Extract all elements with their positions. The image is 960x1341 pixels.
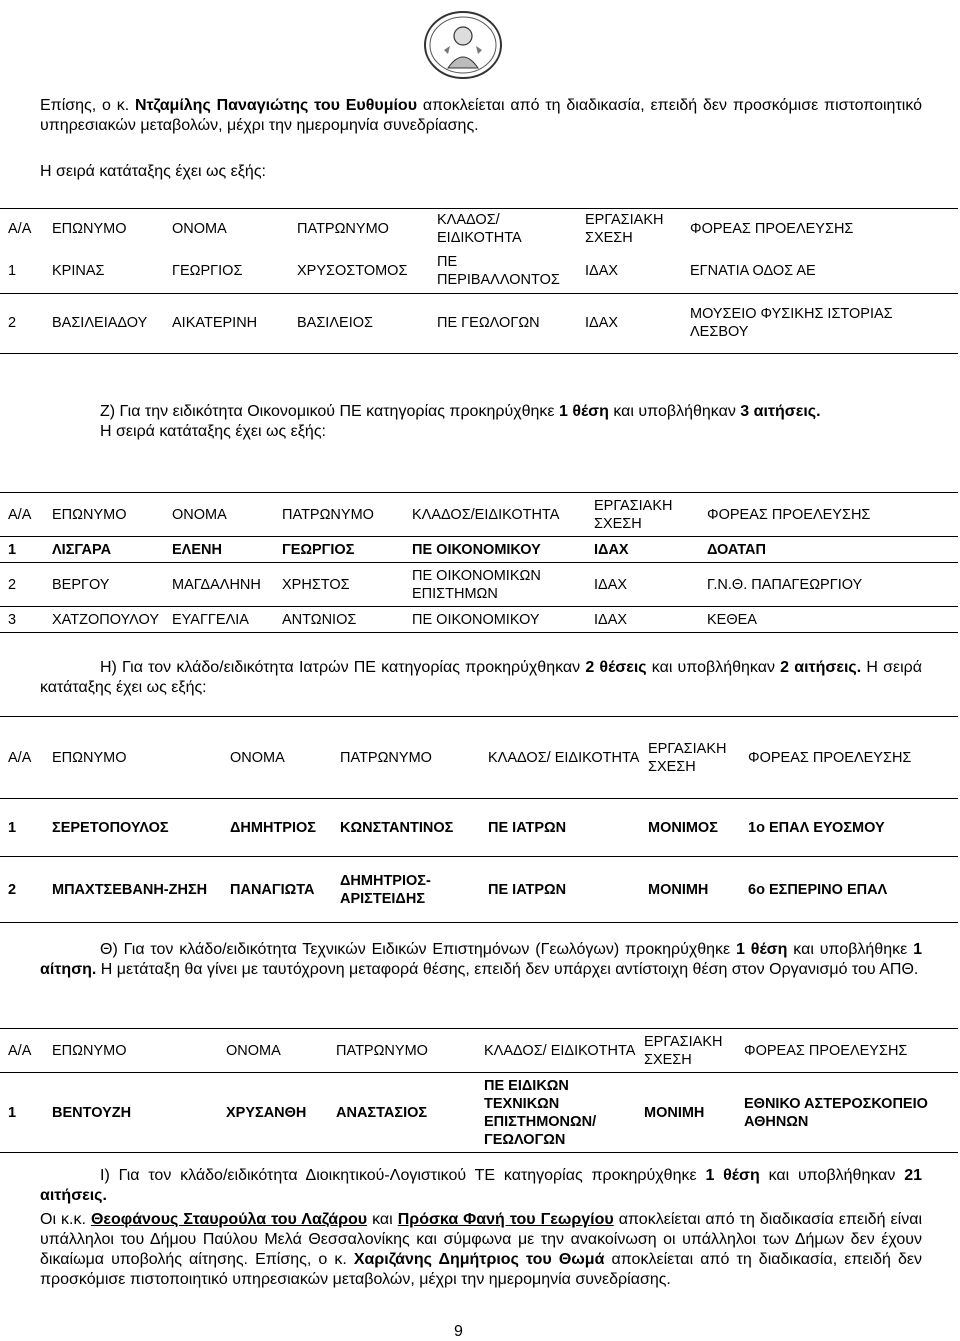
excluded-name: Ντζαμίλης Παναγιώτης του Ευθυμίου: [134, 97, 418, 114]
cell: 6ο ΕΣΠΕΡΙΝΟ ΕΠΑΛ: [744, 857, 958, 923]
positions-count: 2 θέσεις: [585, 659, 647, 676]
cell: ΜΠΑΧΤΣΕΒΑΝΗ-ΖΗΣΗ: [48, 857, 226, 923]
cell: ΙΔΑΧ: [581, 249, 686, 293]
cell: ΠΕ ΟΙΚΟΝΟΜΙΚΟΥ: [408, 537, 590, 563]
positions-count: 1 θέση: [736, 941, 788, 958]
text: Επίσης, ο κ.: [40, 97, 135, 114]
cell: ΜΟΝΙΜΟΣ: [644, 799, 744, 857]
cell: ΕΛΕΝΗ: [168, 537, 278, 563]
table-header-row: [0, 1029, 958, 1073]
applications-count: 1 αίτηση.: [40, 941, 923, 978]
header-cell: ΟΝΟΜΑ: [226, 717, 336, 799]
cell: ΔΗΜΗΤΡΙΟΣ: [226, 799, 336, 857]
header-cell: Α/Α: [0, 1029, 48, 1073]
applications-count: 3 αιτήσεις.: [740, 403, 821, 420]
excluded-name: Πρόσκα Φανή του Γεωργίου: [397, 1211, 614, 1228]
text: και υποβλήθηκαν: [646, 659, 781, 676]
text: και υποβλήθηκαν: [608, 403, 741, 420]
header-cell: ΠΑΤΡΩΝΥΜΟ: [278, 493, 408, 537]
cell: ΜΑΓΔΑΛΗΝΗ: [168, 563, 278, 607]
cell: ΛΙΣΓΑΡΑ: [48, 537, 168, 563]
ranking-table-2: [0, 492, 958, 633]
ranking-table-1: [0, 208, 958, 354]
header-cell: Α/Α: [0, 717, 48, 799]
table-header-row: [0, 209, 958, 250]
header-cell: ΟΝΟΜΑ: [168, 209, 293, 250]
cell: ΙΔΑΧ: [590, 607, 703, 633]
header-cell: ΟΝΟΜΑ: [168, 493, 278, 537]
header-cell: ΕΡΓΑΣΙΑΚΗ ΣΧΕΣΗ: [644, 717, 744, 799]
cell: ΒΕΡΓΟΥ: [48, 563, 168, 607]
cell: ΒΑΣΙΛΕΙΟΣ: [293, 293, 433, 353]
cell: ΙΔΑΧ: [590, 563, 703, 607]
header-cell: ΚΛΑΔΟΣ/ΕΙΔΙΚΟΤΗΤΑ: [408, 493, 590, 537]
cell: 1ο ΕΠΑΛ ΕΥΟΣΜΟΥ: [744, 799, 958, 857]
ranking-table-3: [0, 716, 958, 923]
cell: ΚΡΙΝΑΣ: [48, 249, 168, 293]
text: Η) Για τον κλάδο/ειδικότητα Ιατρών ΠΕ κατηγορίας προκηρύχθηκαν: [100, 659, 586, 676]
applications-count: 21 αιτήσεις.: [40, 1167, 923, 1204]
cell: ΓΕΩΡΓΙΟΣ: [168, 249, 293, 293]
cell: ΑΝΤΩΝΙΟΣ: [278, 607, 408, 633]
cell: ΑΙΚΑΤΕΡΙΝΗ: [168, 293, 293, 353]
cell: ΕΥΑΓΓΕΛΙΑ: [168, 607, 278, 633]
cell: 1: [0, 799, 48, 857]
cell: ΕΘΝΙΚΟ ΑΣΤΕΡΟΣΚΟΠΕΙΟ ΑΘΗΝΩΝ: [740, 1073, 958, 1153]
applications-count: 2 αιτήσεις.: [780, 659, 862, 676]
cell: ΕΓΝΑΤΙΑ ΟΔΟΣ ΑΕ: [686, 249, 958, 293]
cell: ΜΟΝΙΜΗ: [640, 1073, 740, 1153]
text: και υποβλήθηκαν: [759, 1167, 905, 1184]
header-cell: ΠΑΤΡΩΝΥΜΟ: [293, 209, 433, 250]
header-cell: Α/Α: [0, 209, 48, 250]
section-h-paragraph: [40, 658, 922, 698]
cell: ΒΕΝΤΟΥΖΗ: [48, 1073, 222, 1153]
cell: ΠΕ ΟΙΚΟΝΟΜΙΚΟΥ: [408, 607, 590, 633]
cell: ΚΩΝΣΤΑΝΤΙΝΟΣ: [336, 799, 484, 857]
text: και υποβλήθηκε: [787, 941, 914, 958]
text: αποκλείεται από τη διαδικασία, επειδή δεν προσκόμισε πιστοποιητικό υπηρεσιακών μεταβολών, μέχρι την ημερομηνία συνεδρίασης.: [40, 1251, 923, 1288]
cell: 1: [0, 537, 48, 563]
cell: ΜΟΝΙΜΗ: [644, 857, 744, 923]
table-row: [0, 1073, 958, 1153]
table-row: [0, 563, 958, 607]
cell: 2: [0, 293, 48, 353]
table-row: [0, 857, 958, 923]
header-cell: ΚΛΑΔΟΣ/ ΕΙΔΙΚΟΤΗΤΑ: [433, 209, 581, 250]
section-th-paragraph: [40, 940, 922, 980]
header-cell: ΦΟΡΕΑΣ ΠΡΟΕΛΕΥΣΗΣ: [686, 209, 958, 250]
cell: ΠΕ ΟΙΚΟΝΟΜΙΚΩΝ ΕΠΙΣΤΗΜΩΝ: [408, 563, 590, 607]
cell: ΠΕ ΠΕΡΙΒΑΛΛΟΝΤΟΣ: [433, 249, 581, 293]
header-cell: ΚΛΑΔΟΣ/ ΕΙΔΙΚΟΤΗΤΑ: [484, 717, 644, 799]
text: και: [367, 1211, 398, 1228]
table-row: [0, 799, 958, 857]
header-cell: ΦΟΡΕΑΣ ΠΡΟΕΛΕΥΣΗΣ: [703, 493, 958, 537]
cell: ΠΕ ΕΙΔΙΚΩΝ ΤΕΧΝΙΚΩΝ ΕΠΙΣΤΗΜΟΝΩΝ/ ΓΕΩΛΟΓΩΝ: [480, 1073, 640, 1153]
ranking-table-4: [0, 1028, 958, 1153]
cell: ΑΝΑΣΤΑΣΙΟΣ: [332, 1073, 480, 1153]
cell: 2: [0, 563, 48, 607]
text: αποκλείεται από τη διαδικασία, επειδή δεν προσκόμισε πιστοποιητικό υπηρεσιακών μεταβολών, μέχρι την ημερομηνία συνεδρίασης.: [40, 97, 923, 134]
cell: ΧΡΥΣΑΝΘΗ: [222, 1073, 332, 1153]
header-cell: ΕΠΩΝΥΜΟ: [48, 717, 226, 799]
table-row: [0, 537, 958, 563]
header-cell: ΕΡΓΑΣΙΑΚΗ ΣΧΕΣΗ: [581, 209, 686, 250]
cell: 3: [0, 607, 48, 633]
header-cell: ΦΟΡΕΑΣ ΠΡΟΕΛΕΥΣΗΣ: [740, 1029, 958, 1073]
cell: ΠΑΝΑΓΙΩΤΑ: [226, 857, 336, 923]
positions-count: 1 θέση: [705, 1167, 760, 1184]
text: Οι κ.κ.: [40, 1211, 91, 1228]
text: Ι) Για τον κλάδο/ειδικότητα Διοικητικού-Λογιστικού ΤΕ κατηγορίας προκηρύχθηκε: [100, 1167, 706, 1184]
page-number: 9: [454, 1323, 463, 1340]
section-z-paragraph: [40, 402, 922, 442]
text: Η σειρά κατάταξης έχει ως εξής:: [40, 659, 923, 696]
header-cell: ΕΠΩΝΥΜΟ: [48, 1029, 222, 1073]
cell: ΙΔΑΧ: [590, 537, 703, 563]
header-cell: Α/Α: [0, 493, 48, 537]
header-cell: ΦΟΡΕΑΣ ΠΡΟΕΛΕΥΣΗΣ: [744, 717, 958, 799]
header-cell: ΕΠΩΝΥΜΟ: [48, 493, 168, 537]
cell: ΓΕΩΡΓΙΟΣ: [278, 537, 408, 563]
cell: Γ.Ν.Θ. ΠΑΠΑΓΕΩΡΓΙΟΥ: [703, 563, 958, 607]
header-cell: ΕΡΓΑΣΙΑΚΗ ΣΧΕΣΗ: [590, 493, 703, 537]
header-cell: ΟΝΟΜΑ: [222, 1029, 332, 1073]
excluded-name: Θεοφάνους Σταυρούλα του Λαζάρου: [90, 1211, 368, 1228]
cell: ΙΔΑΧ: [581, 293, 686, 353]
table-row: [0, 607, 958, 633]
exclusion-paragraph-2: [40, 1210, 922, 1290]
cell: ΧΡΥΣΟΣΤΟΜΟΣ: [293, 249, 433, 293]
section-i-paragraph: [40, 1166, 922, 1206]
exclusion-paragraph-1: [40, 96, 922, 136]
cell: ΧΑΤΖΟΠΟΥΛΟΥ: [48, 607, 168, 633]
header-cell: ΕΠΩΝΥΜΟ: [48, 209, 168, 250]
cell: ΠΕ ΙΑΤΡΩΝ: [484, 857, 644, 923]
excluded-name: Χαριζάνης Δημήτριος του Θωμά: [353, 1251, 605, 1268]
table-row: [0, 293, 958, 353]
header-cell: ΠΑΤΡΩΝΥΜΟ: [332, 1029, 480, 1073]
text: αποκλείεται από τη διαδικασία επειδή είναι υπάλληλοι του Δήμου Παύλου Μελά Θεσσαλονίκης και σύμφωνα με την ανακοίνωση οι υπάλληλοι των Δήμων δεν έχουν δικαίωμα υποβολής αίτησης. Επίσης, ο κ.: [40, 1211, 922, 1268]
university-seal-icon: [420, 10, 506, 80]
cell: ΜΟΥΣΕΙΟ ΦΥΣΙΚΗΣ ΙΣΤΟΡΙΑΣ ΛΕΣΒΟΥ: [686, 293, 958, 353]
cell: ΔΗΜΗΤΡΙΟΣ-ΑΡΙΣΤΕΙΔΗΣ: [336, 857, 484, 923]
ranking-intro-1: Η σειρά κατάταξης έχει ως εξής:: [40, 163, 266, 180]
positions-count: 1 θέση: [558, 403, 609, 420]
cell: 1: [0, 249, 48, 293]
header-cell: ΕΡΓΑΣΙΑΚΗ ΣΧΕΣΗ: [640, 1029, 740, 1073]
cell: ΒΑΣΙΛΕΙΑΔΟΥ: [48, 293, 168, 353]
table-header-row: [0, 493, 958, 537]
header-cell: ΚΛΑΔΟΣ/ ΕΙΔΙΚΟΤΗΤΑ: [480, 1029, 640, 1073]
cell: ΚΕΘΕΑ: [703, 607, 958, 633]
cell: 2: [0, 857, 48, 923]
cell: ΧΡΗΣΤΟΣ: [278, 563, 408, 607]
cell: ΔΟΑΤΑΠ: [703, 537, 958, 563]
header-cell: ΠΑΤΡΩΝΥΜΟ: [336, 717, 484, 799]
cell: ΠΕ ΙΑΤΡΩΝ: [484, 799, 644, 857]
table-header-row: [0, 717, 958, 799]
text: Θ) Για τον κλάδο/ειδικότητα Τεχνικών Ειδικών Επιστημόνων (Γεωλόγων) προκηρύχθηκε: [100, 941, 737, 958]
text: Η μετάταξη θα γίνει με ταυτόχρονη μεταφορά θέσης, επειδή δεν υπάρχει αντίστοιχη θέση στον Οργανισμό του ΑΠΘ.: [96, 961, 919, 978]
ranking-intro-2: Η σειρά κατάταξης έχει ως εξής:: [100, 423, 326, 440]
cell: ΣΕΡΕΤΟΠΟΥΛΟΣ: [48, 799, 226, 857]
cell: ΠΕ ΓΕΩΛΟΓΩΝ: [433, 293, 581, 353]
table-row: [0, 249, 958, 293]
text: Ζ) Για την ειδικότητα Οικονομικού ΠΕ κατηγορίας προκηρύχθηκε: [100, 403, 559, 420]
cell: 1: [0, 1073, 48, 1153]
